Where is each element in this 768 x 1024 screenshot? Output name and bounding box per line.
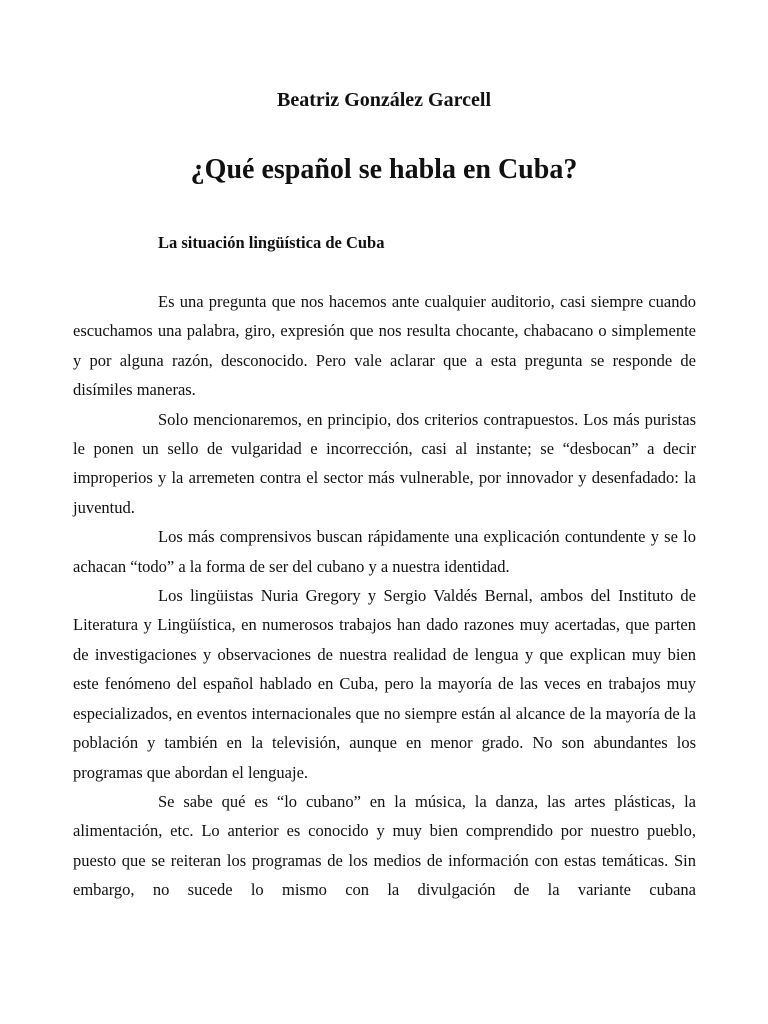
document-title: ¿Qué español se habla en Cuba?: [190, 154, 578, 185]
paragraph-3: Los más comprensivos buscan rápidamente una explicación contundente y se lo achacan “todo” a la forma de ser del cubano y a nuestra identidad.: [73, 527, 696, 576]
paragraph-1: Es una pregunta que nos hacemos ante cualquier auditorio, casi siempre cuando escuchamos una palabra, giro, expresión que nos resulta chocante, chabacano o simplemente y por alguna razón, desconocido. Pero vale aclarar que a esta pregunta se responde de disímiles maneras.: [73, 292, 696, 400]
paragraph-2: Solo mencionaremos, en principio, dos criterios contrapuestos. Los más puristas le ponen un sello de vulgaridad e incorrección, casi al instante; se “desbocan” a decir improperios y la arremeten contra el sector más vulnerable, por innovador y desenfadado: la juventud.: [73, 409, 696, 517]
paragraph-5: Se sabe qué es “lo cubano” en la música, la danza, las artes plásticas, la alimentación, etc. Lo anterior es conocido y muy bien comprendido por nuestro pueblo, puesto que se reiteran los programas de los medios de información con estas temáticas. Sin embargo, no sucede lo mismo con la divulgación de la variante cubana: [73, 791, 696, 900]
paragraph-4: Los lingüistas Nuria Gregory y Sergio Valdés Bernal, ambos del Instituto de Literatura y Lingüística, en numerosos trabajos han dado razones muy acertadas, que parten de investigaciones y observaciones de nuestra realidad de lengua y que explican muy bien este fenómeno del español hablado en Cuba, pero la mayoría de las veces en trabajos muy especializados, en eventos internacionales que no siempre están al alcance de la mayoría de la población y también en la televisión, aunque en menor grado. No son abundantes los programas que abordan el lenguaje.: [73, 586, 696, 782]
document-body: [73, 287, 696, 905]
section-heading: La situación lingüística de Cuba: [158, 233, 385, 252]
author-name: Beatriz González Garcell: [277, 89, 491, 111]
